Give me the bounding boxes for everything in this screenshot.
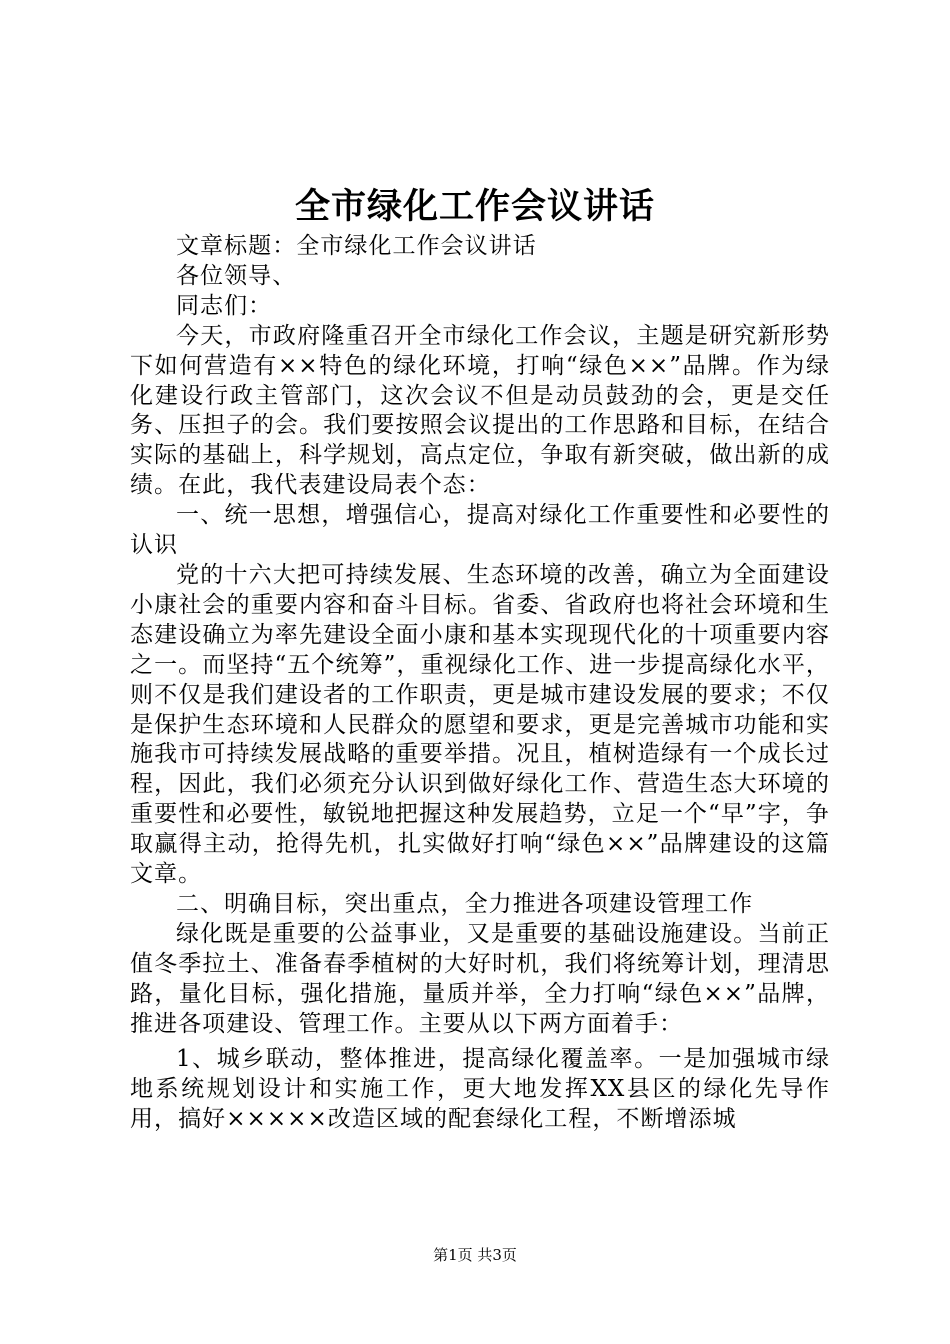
paragraph-intro: 今天，市政府隆重召开全市绿化工作会议，主题是研究新形势下如何营造有××特色的绿化环境，打响“绿色××”品牌。作为绿化建设行政主管部门，这次会议不但是动员鼓劲的会，更是交任务、压担子的会。我们要按照会议提出的工作思路和目标，在结合实际的基础上，科学规划，高点定位，争取有新突破，做出新的成绩。在此，我代表建设局表个态： (130, 322, 830, 499)
paragraph-section-1: 党的十六大把可持续发展、生态环境的改善，确立为全面建设小康社会的重要内容和奋斗目标。省委、省政府也将社会环境和生态建设确立为率先建设全面小康和基本实现现代化的十项重要内容之一。而坚持“五个统筹”，重视绿化工作、进一步提高绿化水平，则不仅是我们建设者的工作职责，更是城市建设发展的要求；不仅是保护生态环境和人民群众的愿望和要求，更是完善城市功能和实施我市可持续发展战略的重要举措。况且，植树造绿有一个成长过程，因此，我们必须充分认识到做好绿化工作、营造生态大环境的重要性和必要性，敏锐地把握这种发展趋势，立足一个“早”字，争取赢得主动，抢得先机，扎实做好打响“绿色××”品牌建设的这篇文章。 (130, 561, 830, 888)
document-body (130, 232, 830, 1135)
document-title: 全市绿化工作会议讲话 (294, 186, 655, 227)
salutation-comrades: 同志们： (176, 292, 273, 319)
article-title-line: 文章标题：全市绿化工作会议讲话 (176, 233, 537, 259)
section-heading-1: 一、统一思想，增强信心，提高对绿化工作重要性和必要性的认识 (130, 502, 830, 559)
paragraph-item-1: 1、城乡联动，整体推进，提高绿化覆盖率。一是加强城市绿地系统规划设计和实施工作，更大地发挥XX县区的绿化先导作用，搞好×××××改造区域的配套绿化工程，不断增添城 (130, 1046, 830, 1133)
paragraph-section-2: 绿化既是重要的公益事业，又是重要的基础设施建设。当前正值冬季拉土、准备春季植树的大好时机，我们将统筹计划，理清思路，量化目标，强化措施，量质并举，全力打响“绿色××”品牌，推进各项建设、管理工作。主要从以下两方面着手： (130, 920, 830, 1037)
section-heading-2: 二、明确目标，突出重点，全力推进各项建设管理工作 (176, 890, 754, 917)
page-number-footer: 第1页 共3页 (433, 1246, 517, 1264)
salutation-leaders: 各位领导、 (176, 262, 297, 289)
